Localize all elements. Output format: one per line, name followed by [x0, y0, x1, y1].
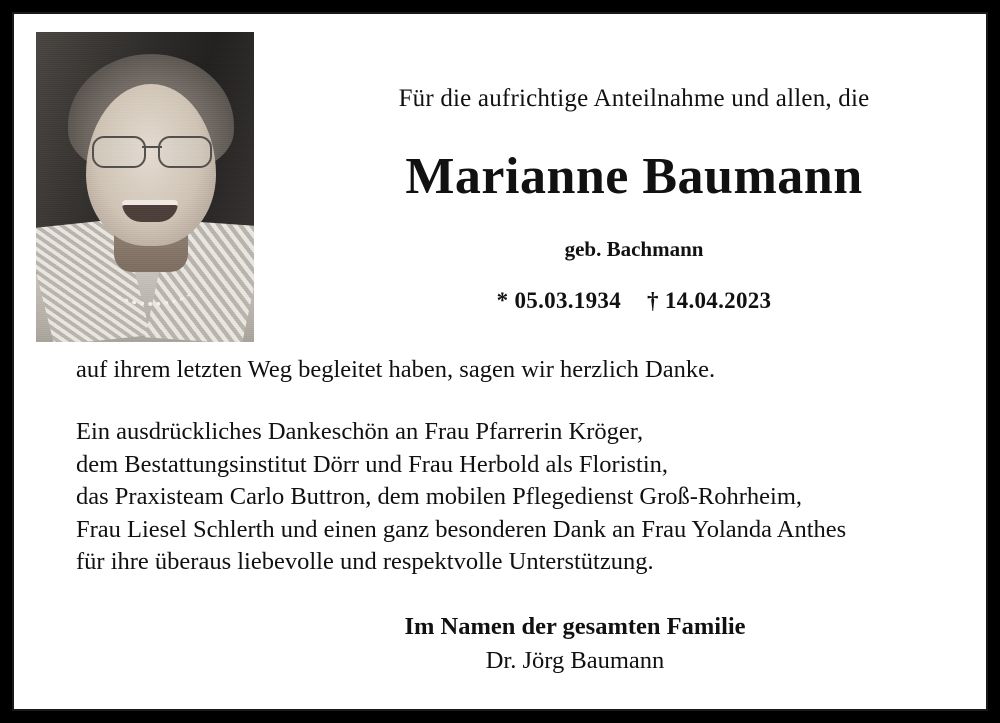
maiden-name: geb. Bachmann	[564, 236, 704, 261]
body-text	[36, 354, 964, 579]
paragraph-thanks-list-line-3: das Praxisteam Carlo Buttron, dem mobilen Pflegedienst Groß-Rohrheim,	[76, 483, 803, 511]
header-block	[304, 30, 964, 314]
signature-name: Dr. Jörg Baumann	[485, 647, 665, 675]
deceased-name: Marianne Baumann	[405, 148, 863, 205]
paragraph-thanks-list-line-5: für ihre überaus liebevolle und respektvolle Unterstützung.	[76, 548, 654, 576]
signature-title: Im Namen der gesamten Familie	[404, 613, 746, 641]
paragraph-thanks-list-line-2: dem Bestattungsinstitut Dörr und Frau Herbold als Floristin,	[76, 450, 669, 478]
notice-inner-frame	[12, 12, 988, 711]
death-date: † 14.04.2023	[647, 287, 772, 313]
photo-grain-overlay	[36, 32, 254, 342]
paragraph-thanks-intro: auf ihrem letzten Weg begleitet haben, sagen wir herzlich Danke.	[76, 355, 716, 383]
birth-date: * 05.03.1934	[496, 287, 621, 313]
paragraph-thanks-list-line-4: Frau Liesel Schlerth und einen ganz besonderen Dank an Frau Yolanda Anthes	[76, 515, 847, 543]
signature-block	[36, 613, 964, 675]
life-dates	[304, 288, 964, 314]
portrait-photo	[36, 32, 254, 342]
lead-line: Für die aufrichtige Anteilnahme und allen, die	[398, 85, 870, 112]
paragraph-thanks-list-line-1: Ein ausdrückliches Dankeschön an Frau Pfarrerin Kröger,	[76, 418, 644, 446]
